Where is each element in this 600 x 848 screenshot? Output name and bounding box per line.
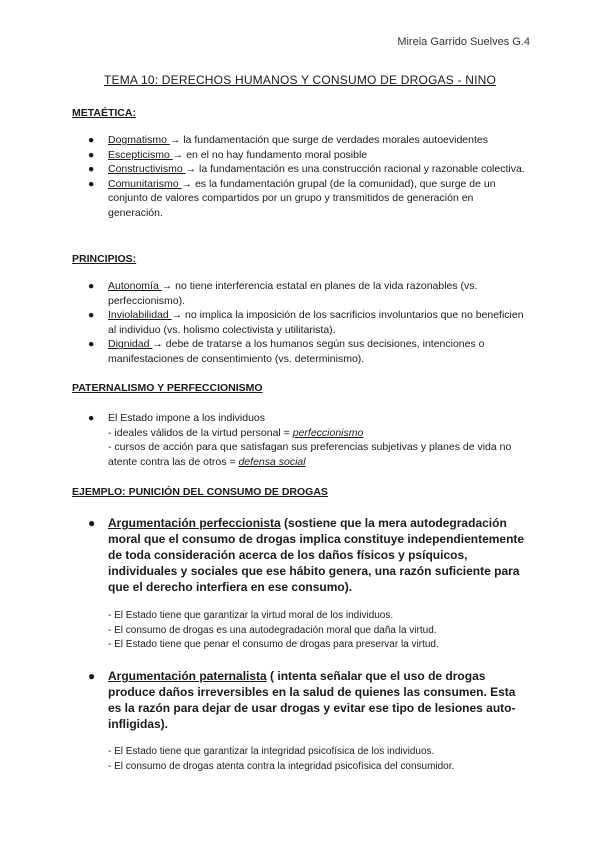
point-line: - El consumo de drogas es una autodegradación moral que daña la virtud. [108, 624, 437, 636]
section-heading-metaetica: METAÉTICA: [72, 107, 136, 119]
point-line: - El Estado tiene que garantizar la integridad psicofísica de los individuos. [108, 746, 435, 757]
bullet-icon: ● [88, 163, 95, 176]
bullet-icon: ● [88, 280, 95, 292]
section-heading-principios: PRINCIPIOS: [72, 253, 137, 265]
point-line: - El consumo de drogas atenta contra la integridad psicofísica del consumidor. [108, 760, 455, 772]
term: Dignidad [108, 338, 153, 351]
bullet-icon: ● [88, 177, 95, 190]
arrow-icon: → [172, 148, 184, 161]
sub-line-text: - ideales válidos de la virtud personal = [108, 426, 293, 439]
section-heading-ejemplo: EJEMPLO: PUNICIÓN DEL CONSUMO DE DROGAS [72, 486, 328, 498]
list-item [72, 177, 527, 221]
list-item [72, 148, 527, 163]
point-line: - El Estado tiene que penar el consumo de drogas para preservar la virtud. [108, 639, 439, 650]
sub-line [108, 426, 527, 441]
page-title: TEMA 10: DERECHOS HUMANOS Y CONSUMO DE DROGAS - NINO [103, 73, 496, 87]
emphasis-defensa-social: defensa social [238, 455, 306, 468]
arrow-icon: → [161, 280, 173, 292]
paternalismo-list [72, 411, 527, 469]
definition: no implica la imposición de los sacrificios involuntarios que no beneficien al individuo (vs. holismo colectivista y utilitarista). [108, 309, 524, 336]
term: Constructivismo [108, 163, 186, 176]
bullet-icon: ● [88, 148, 95, 161]
term: Argumentación paternalista [108, 669, 267, 683]
list-item [72, 668, 527, 732]
definition: debe de tratarse a los humanos según sus decisiones, intenciones o manifestaciones de consentimiento (vs. determinismo). [108, 338, 485, 365]
sub-line-text: - cursos de acción para que satisfagan sus preferencias subjetivas y planes de vida no atente contra las de otros = [108, 441, 512, 468]
list-item [72, 411, 527, 469]
point-line: - El Estado tiene que garantizar la virtud moral de los individuos. [108, 610, 394, 621]
term: Dogmatismo [108, 134, 170, 146]
arrow-icon: → [185, 163, 197, 176]
item-text: El Estado impone a los individuos [108, 412, 266, 424]
term: Autonomía [108, 280, 162, 292]
metaetica-list [72, 133, 527, 221]
term: Escepticismo [108, 148, 173, 161]
list-item [72, 279, 527, 308]
definition: la fundamentación es una construcción racional y razonable colectiva. [196, 163, 525, 176]
term: Comunitarismo [108, 177, 182, 190]
arrow-icon: → [171, 309, 183, 322]
emphasis-perfeccionismo: perfeccionismo [292, 426, 364, 439]
list-item [72, 515, 527, 595]
bullet-icon: ● [88, 669, 96, 683]
arrow-icon: → [181, 177, 193, 190]
bullet-icon: ● [88, 338, 95, 351]
bullet-icon: ● [88, 309, 95, 322]
definition: la fundamentación que surge de verdades morales autoevidentes [180, 134, 488, 146]
paternalista-points [108, 745, 528, 774]
definition: (sostiene que la mera autodegradación moral que el consumo de drogas implica constituye independientemente de toda consideración acerca de los daños físicos y psíquicos, individuales y sociales que ese hábito genera, una razón suficiente para que el derecho interfiera en ese consumo). [108, 516, 525, 594]
author-header: Mireia Garrido Suelves G.4 [397, 36, 530, 48]
definition: en el no hay fundamento moral posible [183, 148, 368, 161]
bullet-icon: ● [88, 516, 96, 530]
sub-line [108, 440, 527, 469]
ejemplo-list-paternalista [72, 668, 527, 732]
arrow-icon: → [152, 338, 163, 351]
list-item [72, 162, 527, 177]
definition: ( intenta señalar que el uso de drogas produce daños irreversibles en la salud de quienes las consumen. Esta es la razón para dejar de usar drogas y evitar ese tipo de lesiones auto-infligidas). [108, 669, 516, 731]
list-item [72, 133, 527, 148]
ejemplo-list-perfeccionista [72, 515, 527, 595]
bullet-icon: ● [88, 412, 95, 424]
bullet-icon: ● [88, 134, 95, 146]
list-item [72, 308, 527, 337]
definition: no tiene interferencia estatal en planes de la vida razonables (vs. perfeccionismo). [108, 280, 478, 307]
principios-list [72, 279, 527, 367]
perfeccionista-points [108, 609, 528, 653]
definition: es la fundamentación grupal (de la comunidad), que surge de un conjunto de valores compartidos por un grupo y transmitidos de generación en generación. [108, 177, 496, 219]
arrow-icon: → [169, 134, 181, 146]
list-item [72, 337, 527, 366]
section-heading-paternalismo: PATERNALISMO Y PERFECCIONISMO [72, 382, 263, 394]
term: Inviolabilidad [108, 309, 172, 322]
term: Argumentación perfeccionista [108, 516, 281, 530]
